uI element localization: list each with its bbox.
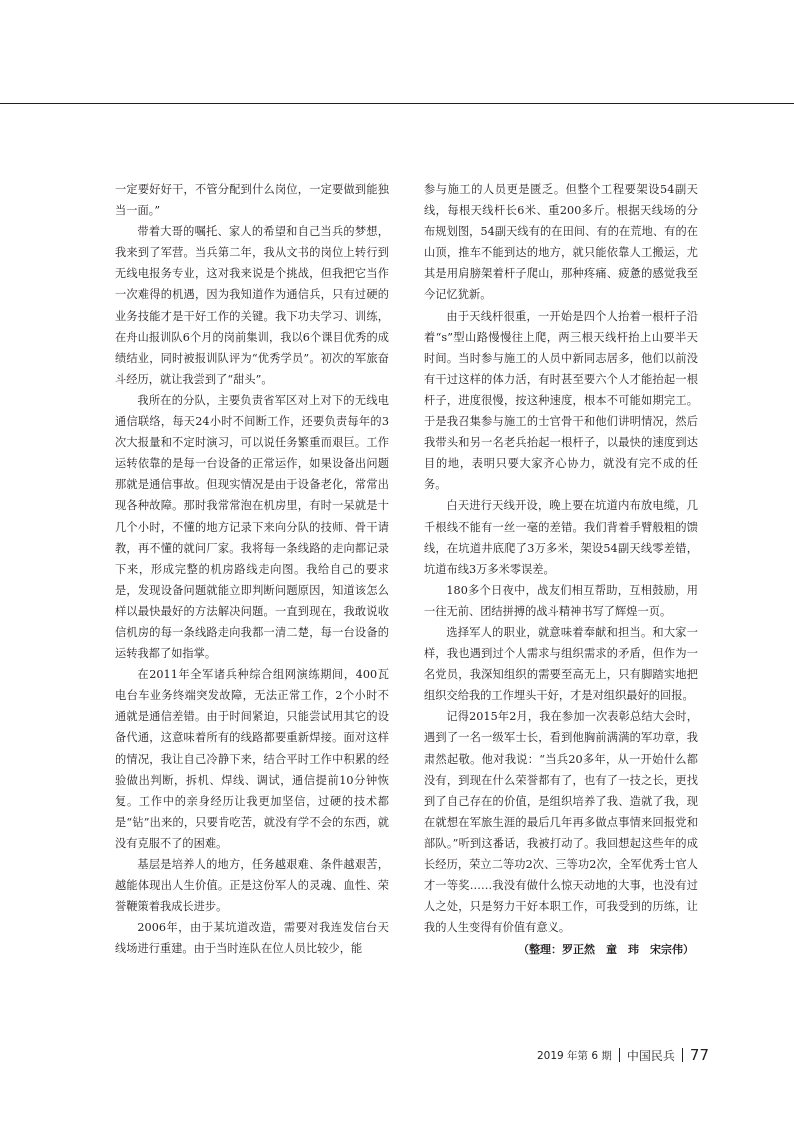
paragraph: 在2011年全军诸兵种综合组网演练期间，400瓦电台车业务终端突发故障，无法正常工作，2个小时不通就是通信差错。由于时间紧迫，只能尝试用其它的设备代通，这意味着所有的线路都要重新焊接。面对这样的情况，我让自己冷静下来，结合平时工作中积累的经验做出判断，拆机、焊线、调试，通信提前10分钟恢复。工作中的亲身经历让我更加坚信，过硬的技术都是“钻”出来的，只要肯吃苦，就没有学不会的东西，就没有克服不了的困难。 bbox=[115, 668, 389, 850]
paragraph: 我所在的分队，主要负责省军区对上对下的无线电通信联络，每天24小时不间断工作，还要负责每年的3次大报量和不定时演习，可以说任务繁重而艰巨。工作运转依靠的是每一台设备的正常运作，如果设备出问题那就是通信事故。但现实情况是由于设备老化，常常出现各种故障。那时我常常泡在机房里，有时一呆就是十几个小时，不懂的地方记录下来向分队的技师、骨干请教，再不懂的就问厂家。我将每一条线路的走向都记录下来，形成完整的机房路线走向图。我给自己的要求是，发现设备问题就能立即判断问题原因，知道该怎么样以最快最好的方法解决问题。一直到现在，我敢说收信机房的每一条线路走向我都一清二楚，每一台设备的运转我都了如指掌。 bbox=[115, 393, 389, 661]
paragraph: 一定要好好干，不管分配到什么岗位，一定要做到能独当一面。” bbox=[115, 183, 389, 218]
paragraph: 由于天线杆很重，一开始是四个人抬着一根杆子沿着“s”型山路慢慢往上爬，两三根天线杆抬上山要半天时间。当时参与施工的人员中新同志居多，他们以前没有干过这样的体力活，有时甚至要六个人才能抬起一根杆子，进度很慢，按这种速度，根本不可能如期完工。于是我召集参与施工的士官骨干和他们讲明情况，然后我带头和另一名老兵抬起一根杆子，以最快的速度到达目的地，表明只要大家齐心协力，就没有完不成的任务。 bbox=[424, 309, 698, 492]
paragraph: 白天进行天线开设，晚上要在坑道内布放电缆，几千根线不能有一丝一毫的差错。我们背着手臂般粗的馈线，在坑道井底爬了3万多米，架设54副天线零差错，坑道布线3万多米零误差。 bbox=[424, 499, 698, 576]
right-column bbox=[424, 179, 698, 960]
paragraph: 带着大哥的嘱托、家人的希望和自己当兵的梦想，我来到了军营。当兵第二年，我从文书的岗位上转行到无线电报务专业，这对我来说是个挑战，但我把它当作一次难得的机遇，因为我知道作为通信兵，只有过硬的业务技能才是干好工作的关键。我下功夫学习、训练，在舟山报训队6个月的岗前集训，我以6个课目优秀的成绩结业，同时被报训队评为“优秀学员”。初次的军旅奋斗经历，就让我尝到了“甜头”。 bbox=[115, 225, 389, 386]
issue-label: 2019 年第 6 期 bbox=[536, 1049, 612, 1062]
left-column bbox=[115, 179, 389, 959]
page-number: 77 bbox=[689, 1046, 709, 1064]
magazine-name: 中国民兵 bbox=[626, 1048, 675, 1063]
paragraph: 选择军人的职业，就意味着奉献和担当。和大家一样，我也遇到过个人需求与组织需求的矛盾，但作为一名党员，我深知组织的需要至高无上，只有脚踏实地把组织交给我的工作埋头干好，才是对组织最好的回报。 bbox=[424, 625, 698, 703]
footer-divider bbox=[619, 1048, 620, 1062]
footer-divider bbox=[682, 1048, 683, 1062]
paragraph: 2006年，由于某坑道改造，需要对我连发信台天线场进行重建。由于当时连队在位人员比较少，能 bbox=[115, 921, 389, 956]
paragraph: 基层是培养人的地方，任务越艰难、条件越艰苦，越能体现出人生价值。正是这份军人的灵魂、血性、荣誉鞭策着我成长进步。 bbox=[115, 858, 389, 914]
paragraph: 180多个日夜中，战友们相互帮助，互相鼓励，用一往无前、团结拼搏的战斗精神书写了辉煌一页。 bbox=[424, 583, 698, 618]
article-credit: （整理：罗正然 童 玮 宋宗伟） bbox=[518, 943, 694, 957]
top-rule bbox=[0, 103, 794, 104]
page-footer bbox=[537, 1044, 709, 1066]
paragraph: 记得2015年2月，我在参加一次表彰总结大会时，遇到了一名一级军士长，看到他胸前满满的军功章，我肃然起敬。他对我说：“当兵20多年，从一开始什么都没有，到现在什么荣誉都有了，也有了一技之长，更找到了自己存在的价值，是组织培养了我、造就了我，现在就想在军旅生涯的最后几年再多做点事情来回报党和部队。”听到这番话，我被打动了。我回想起这些年的成长经历，荣立二等功2次、三等功2次，全军优秀士官人才一等奖……我没有做什么惊天动地的大事，也没有过人之处，只是努力干好本职工作，可我受到的历练，让我的人生变得有价值有意义。 bbox=[424, 710, 698, 935]
paragraph: 参与施工的人员更是匮乏。但整个工程要架设54副天线，每根天线杆长6米、重200多斤。根据天线场的分布规划图，54副天线有的在田间、有的在荒地、有的在山顶，推车不能到达的地方，就只能依靠人工搬运，尤其是用肩膀架着杆子爬山，那种疼痛、疲惫的感觉我至今记忆犹新。 bbox=[424, 183, 698, 302]
